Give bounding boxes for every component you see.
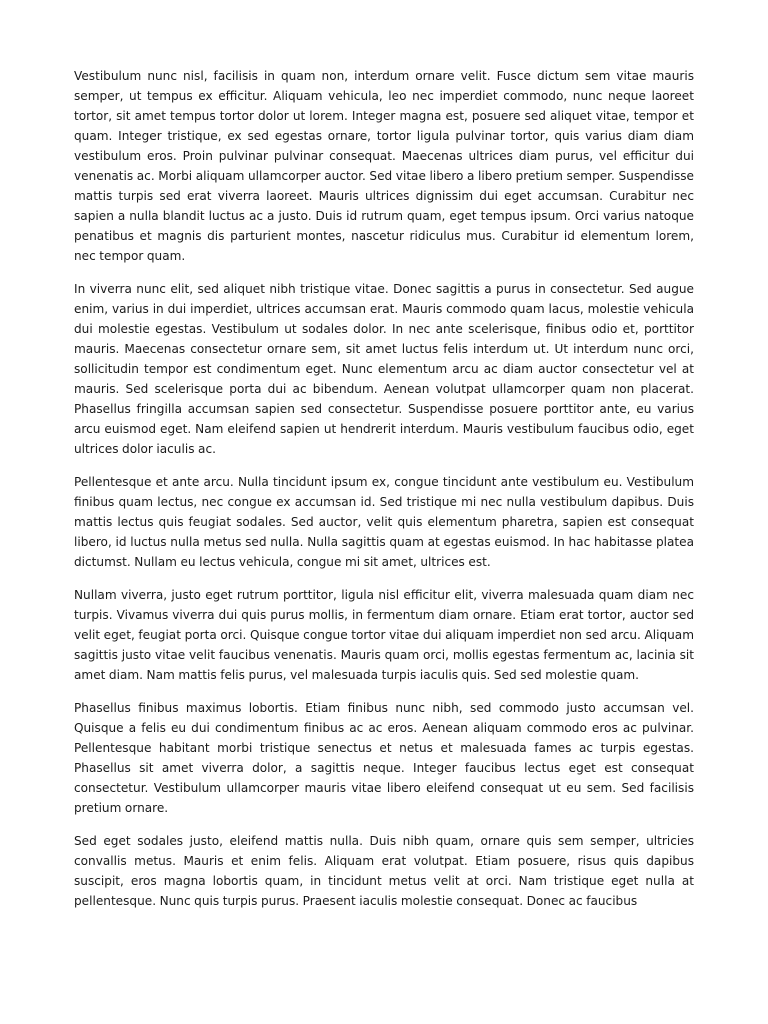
paragraph-3: Pellentesque et ante arcu. Nulla tincidunt ipsum ex, congue tincidunt ante vestibulum eu. Vestibulum finibus quam lectus, nec congue ex accumsan id. Sed tristique mi nec nulla vestibulum dapibus. Duis mattis lectus quis feugiat sodales. Sed auctor, velit quis elementum pharetra, sapien est consequat libero, id luctus nulla metus sed nulla. Nulla sagittis quam at egestas euismod. In hac habitasse platea dictumst. Nullam eu lectus vehicula, congue mi sit amet, ultrices est. bbox=[74, 475, 694, 569]
paragraph-4: Nullam viverra, justo eget rutrum porttitor, ligula nisl efficitur elit, viverra malesuada quam diam nec turpis. Vivamus viverra dui quis purus mollis, in fermentum diam ornare. Etiam erat tortor, auctor sed velit eget, feugiat porta orci. Quisque congue tortor vitae dui aliquam imperdiet non sed arcu. Aliquam sagittis justo vitae velit faucibus venenatis. Mauris quam orci, mollis egestas fermentum ac, lacinia sit amet diam. Nam mattis felis purus, vel malesuada turpis iaculis quis. Sed sed molestie quam. bbox=[74, 588, 694, 682]
document-page bbox=[74, 66, 694, 1024]
paragraph-5: Phasellus finibus maximus lobortis. Etiam finibus nunc nibh, sed commodo justo accumsan vel. Quisque a felis eu dui condimentum finibus ac ac eros. Aenean aliquam commodo eros ac pulvinar. Pellentesque habitant morbi tristique senectus et netus et malesuada fames ac turpis egestas. Phasellus sit amet viverra dolor, a sagittis neque. Integer faucibus lectus eget est consequat consectetur. Vestibulum ullamcorper mauris vitae libero eleifend consequat ut eu sem. Sed facilisis pretium ornare. bbox=[74, 701, 694, 815]
paragraph-2: In viverra nunc elit, sed aliquet nibh tristique vitae. Donec sagittis a purus in consectetur. Sed augue enim, varius in dui imperdiet, ultrices accumsan erat. Mauris commodo quam lacus, molestie vehicula dui molestie egestas. Vestibulum ut sodales dolor. In nec ante scelerisque, finibus odio et, porttitor mauris. Maecenas consectetur ornare sem, sit amet luctus felis interdum ut. Ut interdum nunc orci, sollicitudin tempor est condimentum eget. Nunc elementum arcu ac diam auctor consectetur vel at mauris. Sed scelerisque porta dui ac bibendum. Aenean volutpat ullamcorper quam non placerat. Phasellus fringilla accumsan sapien sed consectetur. Suspendisse posuere porttitor ante, eu varius arcu euismod eget. Nam eleifend sapien ut hendrerit interdum. Mauris vestibulum faucibus odio, eget ultrices dolor iaculis ac. bbox=[74, 282, 694, 456]
paragraph-6: Sed eget sodales justo, eleifend mattis nulla. Duis nibh quam, ornare quis sem semper, ultricies convallis metus. Mauris et enim felis. Aliquam erat volutpat. Etiam posuere, risus quis dapibus suscipit, eros magna lobortis quam, in tincidunt metus velit at orci. Nam tristique eget nulla at pellentesque. Nunc quis turpis purus. Praesent iaculis molestie consequat. Donec ac faucibus bbox=[74, 834, 694, 908]
paragraph-1: Vestibulum nunc nisl, facilisis in quam non, interdum ornare velit. Fusce dictum sem vitae mauris semper, ut tempus ex efficitur. Aliquam vehicula, leo nec imperdiet commodo, nunc neque laoreet tortor, sit amet tempus tortor dolor ut lorem. Integer magna est, posuere sed aliquet vitae, tempor et quam. Integer tristique, ex sed egestas ornare, tortor ligula pulvinar tortor, quis varius diam diam vestibulum eros. Proin pulvinar pulvinar consequat. Maecenas ultrices diam purus, vel efficitur dui venenatis ac. Morbi aliquam ullamcorper auctor. Sed vitae libero a libero pretium semper. Suspendisse mattis turpis sed erat viverra laoreet. Mauris ultrices dignissim dui eget accumsan. Curabitur nec sapien a nulla blandit luctus ac a justo. Duis id rutrum quam, eget tempus ipsum. Orci varius natoque penatibus et magnis dis parturient montes, nascetur ridiculus mus. Curabitur id elementum lorem, nec tempor quam. bbox=[74, 69, 694, 263]
